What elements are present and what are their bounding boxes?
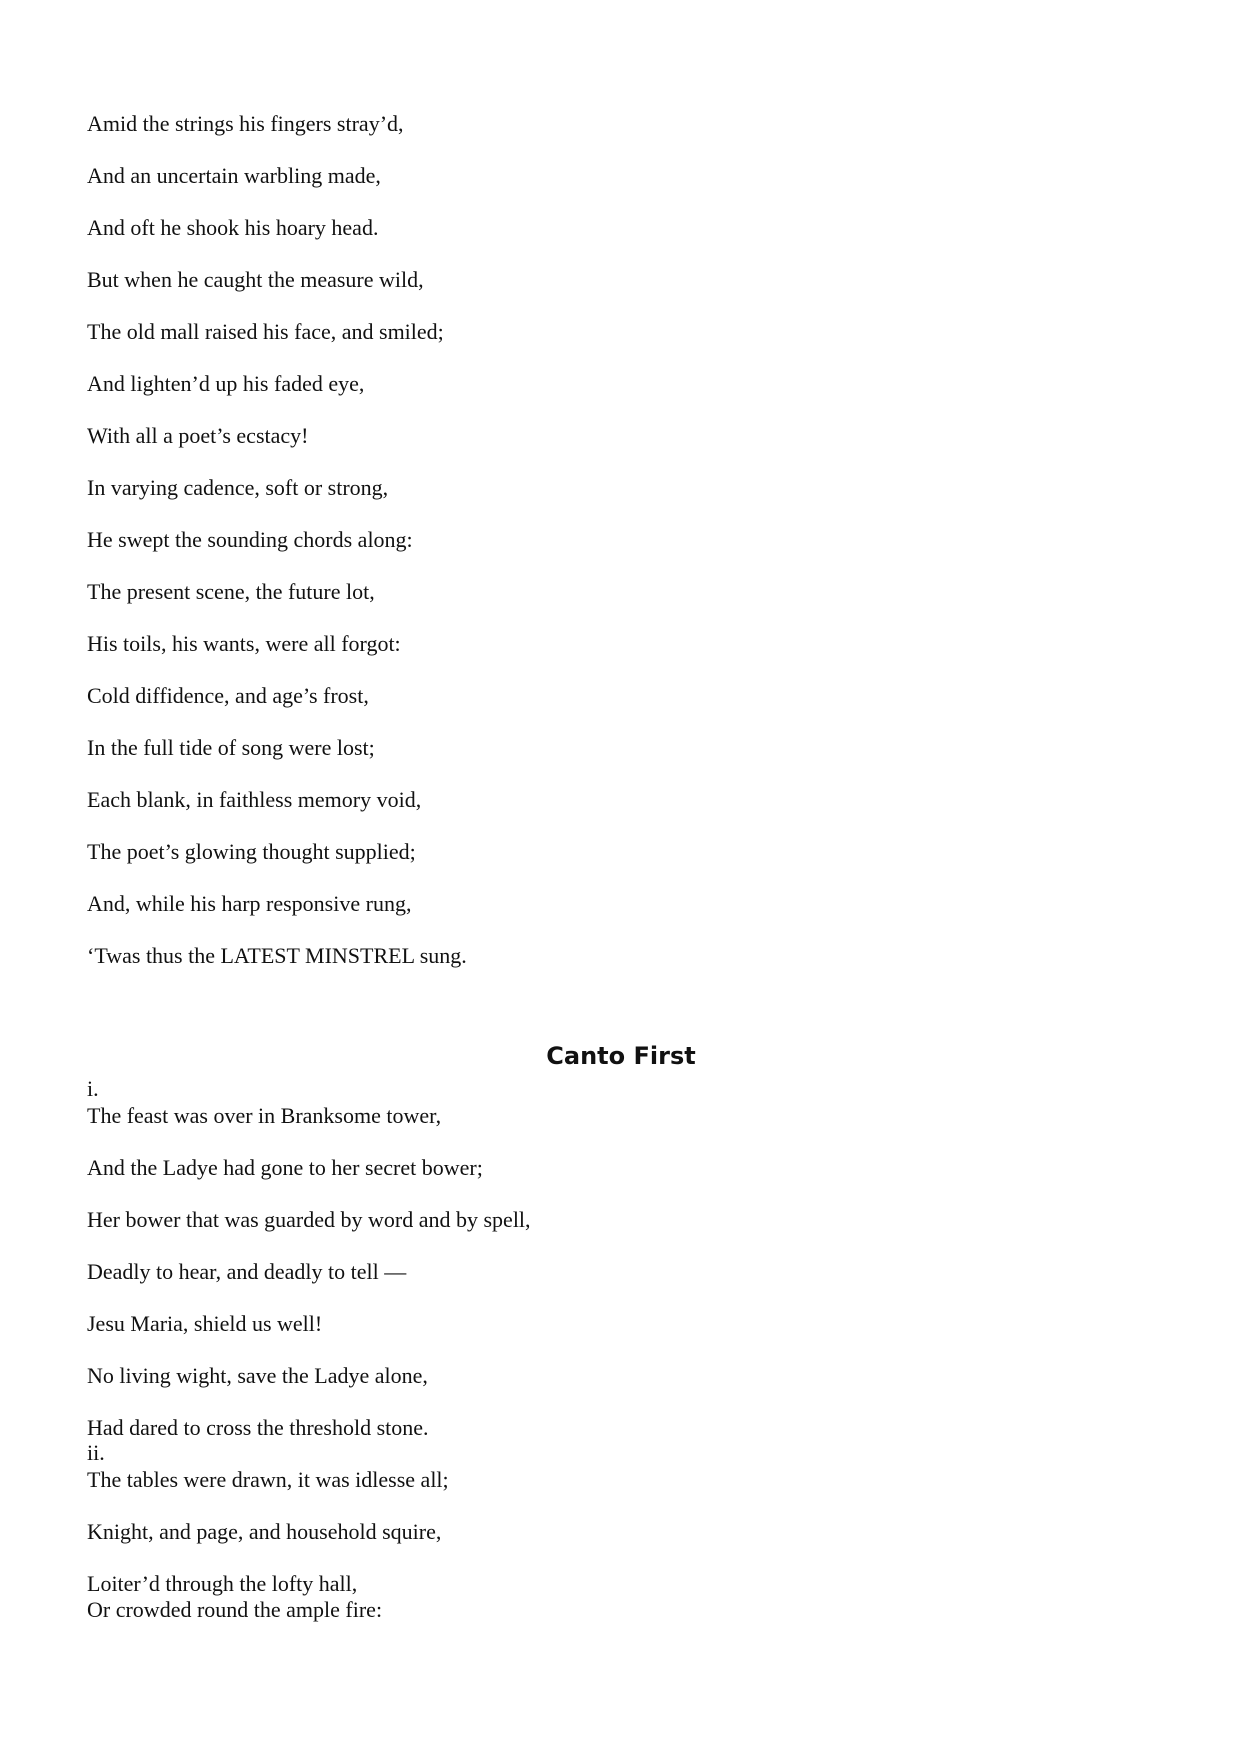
verse-line: And the Ladye had gone to her secret bower; xyxy=(87,1155,483,1180)
verse-line: Amid the strings his fingers stray’d, xyxy=(87,111,404,136)
intro-verse xyxy=(87,110,1167,994)
verse-line: And lighten’d up his faded eye, xyxy=(87,371,365,396)
verse-line: In varying cadence, soft or strong, xyxy=(87,475,389,500)
canto-heading: Canto First xyxy=(546,1042,696,1070)
verse-line: Or crowded round the ample fire: xyxy=(87,1597,383,1622)
verse-line: The present scene, the future lot, xyxy=(87,579,375,604)
verse-line: Knight, and page, and household squire, xyxy=(87,1519,442,1544)
verse-line: With all a poet’s ecstacy! xyxy=(87,423,309,448)
verse-line: Jesu Maria, shield us well! xyxy=(87,1311,323,1336)
verse-line: And an uncertain warbling made, xyxy=(87,163,381,188)
verse-line: And, while his harp responsive rung, xyxy=(87,891,412,916)
verse-line: Cold diffidence, and age’s frost, xyxy=(87,683,369,708)
stanza xyxy=(87,1440,1167,1622)
verse-line: The feast was over in Branksome tower, xyxy=(87,1103,442,1128)
verse-line: Deadly to hear, and deadly to tell — xyxy=(87,1259,407,1284)
verse-line: Had dared to cross the threshold stone. xyxy=(87,1415,429,1440)
verse-line: The tables were drawn, it was idlesse all; xyxy=(87,1467,449,1492)
verse-line: But when he caught the measure wild, xyxy=(87,267,424,292)
stanza-number: i. xyxy=(87,1076,99,1101)
stanza xyxy=(87,1076,1167,1440)
verse-line: Each blank, in faithless memory void, xyxy=(87,787,422,812)
stanza-number: ii. xyxy=(87,1440,105,1465)
verse-line: ‘Twas thus the LATEST MINSTREL sung. xyxy=(87,943,467,968)
verse-line: His toils, his wants, were all forgot: xyxy=(87,631,401,656)
verse-line: He swept the sounding chords along: xyxy=(87,527,413,552)
verse-line: No living wight, save the Ladye alone, xyxy=(87,1363,428,1388)
canto-stanzas xyxy=(87,1076,1167,1622)
verse-line: And oft he shook his hoary head. xyxy=(87,215,379,240)
verse-line: The poet’s glowing thought supplied; xyxy=(87,839,416,864)
verse-line: In the full tide of song were lost; xyxy=(87,735,375,760)
verse-line: The old mall raised his face, and smiled; xyxy=(87,319,444,344)
verse-line: Loiter’d through the lofty hall, xyxy=(87,1571,358,1596)
verse-line: Her bower that was guarded by word and by spell, xyxy=(87,1207,531,1232)
